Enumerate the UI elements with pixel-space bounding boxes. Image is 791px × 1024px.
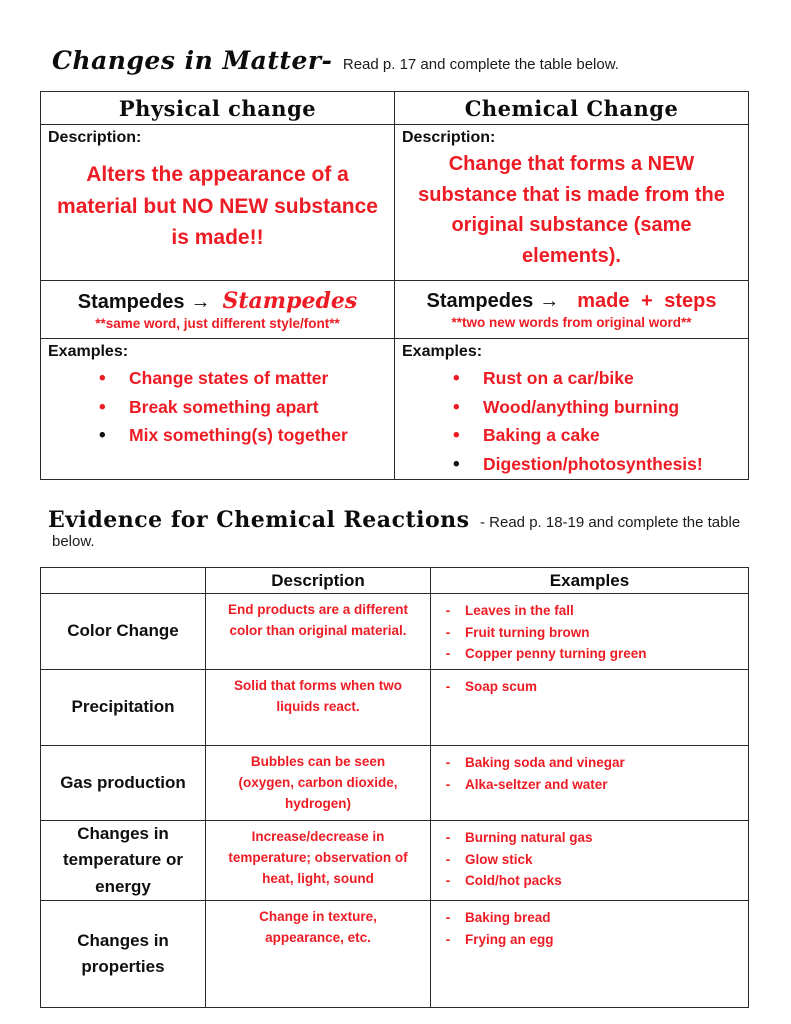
row-label-changes-properties: Changes in properties (41, 901, 206, 1008)
chemical-description-cell (395, 125, 749, 281)
example-text: Glow stick (465, 851, 533, 867)
example-text: Change states of matter (129, 368, 329, 388)
row-description: Increase/decrease in temperature; observation of heat, light, sound (206, 821, 431, 901)
dash-icon (431, 827, 465, 849)
chemical-examples-list (395, 365, 748, 479)
evidence-blank-header (41, 568, 206, 594)
chemical-change-header: Chemical Change (395, 92, 749, 125)
example-text: Leaves in the fall (465, 603, 574, 618)
list-item (453, 365, 748, 394)
dash-icon (431, 622, 465, 644)
bullet-icon (453, 451, 483, 480)
stampedes-word: Stampedes (426, 290, 534, 312)
chemical-description-text: Change that forms a NEW substance that is made from the original substance (same elements). (418, 153, 725, 267)
list-item (99, 394, 394, 423)
row-label-gas-production: Gas production (41, 746, 206, 821)
example-text: Cold/hot packs (465, 873, 562, 889)
stampedes-word: Stampedes (77, 290, 185, 313)
dash-icon (431, 752, 465, 774)
physical-stampedes-note: **same word, just different style/font** (95, 316, 340, 332)
list-item (453, 394, 748, 423)
bullet-icon (99, 365, 129, 394)
dash-icon (431, 907, 465, 929)
evidence-description-header: Description (206, 568, 431, 594)
row-label-precipitation: Precipitation (41, 670, 206, 746)
matter-table (40, 91, 749, 480)
dash-icon (431, 676, 465, 698)
list-item (431, 643, 742, 665)
examples-list (431, 827, 742, 892)
matter-header-row (41, 92, 749, 125)
list-item (431, 600, 742, 622)
example-text: Mix something(s) together (129, 425, 348, 445)
list-item (431, 827, 742, 849)
description-label: Description: (402, 129, 496, 146)
examples-list (431, 907, 742, 950)
description-label: Description: (48, 129, 142, 146)
list-item (431, 752, 742, 774)
example-text: Digestion/photosynthesis! (483, 453, 703, 474)
section1-note: Read p. 17 and complete the table below. (342, 56, 619, 73)
chemical-stampedes-line (395, 289, 748, 313)
list-item (99, 422, 394, 451)
table-row (41, 821, 749, 901)
bullet-icon (453, 365, 483, 394)
examples-list (431, 600, 742, 665)
example-text: Break something apart (129, 396, 319, 417)
list-item (453, 451, 748, 480)
physical-examples-cell (41, 339, 395, 480)
bullet-icon (99, 394, 129, 423)
dash-icon (431, 600, 465, 622)
arrow-right-icon: → (190, 290, 211, 313)
row-label-color-change: Color Change (41, 594, 206, 670)
list-item (431, 929, 742, 951)
chemical-stampedes-note: **two new words from original word** (451, 315, 692, 330)
section2-note: - Read p. 18-19 and complete the table below. (52, 514, 741, 550)
list-item (99, 365, 394, 394)
matter-examples-row (41, 339, 749, 480)
list-item (431, 907, 742, 929)
table-row (41, 594, 749, 670)
dash-icon (431, 774, 465, 796)
row-examples (431, 746, 749, 821)
list-item (431, 676, 742, 698)
table-row (41, 670, 749, 746)
examples-label: Examples: (402, 343, 483, 360)
row-description: End products are a different color than original material. (206, 594, 431, 670)
example-text: Soap scum (465, 679, 538, 694)
evidence-examples-header: Examples (431, 568, 749, 594)
section1-title: Changes in Matter- (52, 46, 333, 75)
row-examples (431, 901, 749, 1008)
physical-stampedes-cell (41, 281, 395, 339)
section1-heading (52, 46, 748, 75)
section2-title: Evidence for Chemical Reactions (48, 507, 470, 533)
chemical-examples-cell (395, 339, 749, 480)
example-text: Baking soda and vinegar (465, 755, 625, 770)
row-description: Solid that forms when two liquids react. (206, 670, 431, 746)
examples-list (431, 676, 742, 698)
example-text: Fruit turning brown (465, 624, 590, 640)
example-text: Copper penny turning green (465, 646, 647, 662)
examples-list (431, 752, 742, 795)
example-text: Burning natural gas (465, 830, 593, 845)
bullet-icon (453, 422, 483, 451)
physical-change-header: Physical change (41, 92, 395, 125)
physical-examples-list (41, 365, 394, 451)
matter-description-row (41, 125, 749, 281)
physical-description-cell (41, 125, 395, 281)
physical-description-text: Alters the appearance of a material but NO NEW substance is made!! (57, 163, 378, 249)
list-item (453, 422, 748, 451)
arrow-right-icon: → (539, 290, 560, 312)
physical-stampedes-line (41, 288, 394, 314)
row-examples (431, 670, 749, 746)
row-examples (431, 594, 749, 670)
row-examples (431, 821, 749, 901)
dash-icon (431, 870, 465, 892)
table-row (41, 901, 749, 1008)
dash-icon (431, 643, 465, 665)
example-text: Baking bread (465, 910, 551, 926)
section2-heading (48, 507, 748, 551)
evidence-table (40, 567, 749, 1008)
list-item (431, 622, 742, 644)
example-text: Alka-seltzer and water (465, 776, 608, 792)
physical-stampedes-answer: Stampedes (222, 287, 358, 314)
example-text: Frying an egg (465, 931, 554, 947)
example-text: Baking a cake (483, 425, 600, 445)
row-label-changes-temperature: Changes in temperature or energy (41, 821, 206, 901)
example-text: Wood/anything burning (483, 396, 680, 417)
evidence-header-row (41, 568, 749, 594)
row-description: Change in texture, appearance, etc. (206, 901, 431, 1008)
table-row (41, 746, 749, 821)
chemical-stampedes-answer: made + steps (577, 290, 717, 312)
example-text: Rust on a car/bike (483, 368, 634, 388)
matter-stampedes-row (41, 281, 749, 339)
list-item (431, 849, 742, 871)
list-item (431, 870, 742, 892)
list-item (431, 774, 742, 796)
chemical-stampedes-cell (395, 281, 749, 339)
row-description: Bubbles can be seen (oxygen, carbon dioxide, hydrogen) (206, 746, 431, 821)
dash-icon (431, 929, 465, 951)
bullet-icon (453, 394, 483, 423)
bullet-icon (99, 422, 129, 451)
examples-label: Examples: (48, 343, 129, 360)
dash-icon (431, 849, 465, 871)
